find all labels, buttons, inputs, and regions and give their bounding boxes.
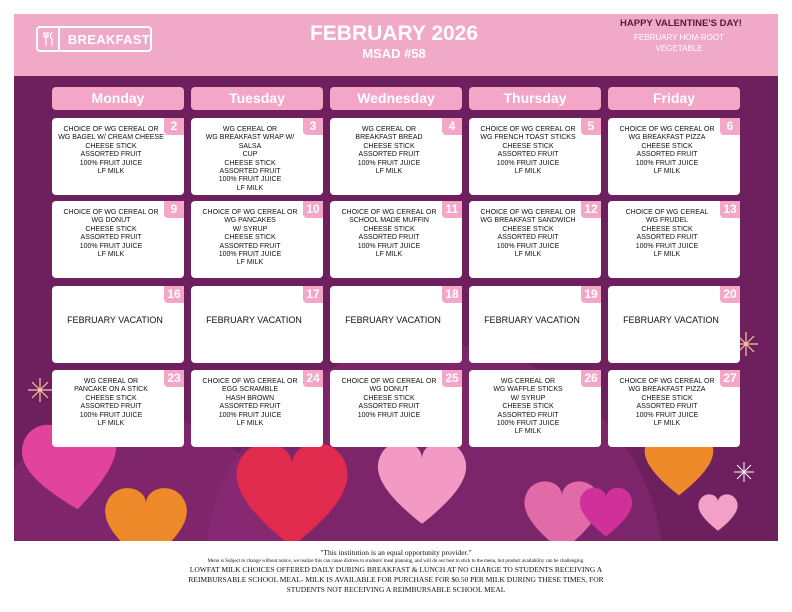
menu-item: ASSORTED FRUIT — [358, 403, 420, 411]
menu-item: LF MILK — [514, 168, 542, 176]
menu-item: 100% FRUIT JUICE — [357, 242, 421, 250]
menu-item: LF MILK — [97, 420, 125, 428]
menu-item: ASSORTED FRUIT — [636, 403, 698, 411]
menu-item: CHEESE STICK — [641, 225, 693, 233]
menu-item: ASSORTED FRUIT — [219, 403, 281, 411]
menu-change-notice: Menu is Subject to change without notice, we realize this can cause distress to students' meal planning, and will do our best to stick to the menu, but product availability can be challenging. — [207, 559, 585, 564]
day-cell-friday — [608, 370, 740, 447]
day-cell-tuesday — [191, 201, 323, 278]
menu-item: ASSORTED FRUIT — [497, 234, 559, 242]
date-number: 6 — [720, 118, 740, 135]
day-cell-monday — [52, 118, 184, 195]
day-header-monday: Monday — [52, 87, 184, 110]
menu-item: CHOICE OF WG CEREAL OR — [480, 209, 576, 216]
menu-item: CUP — [242, 151, 258, 159]
menu-item: CHOICE OF WG CEREAL OR — [202, 209, 298, 216]
page-title: FEBRUARY 2026 — [309, 22, 479, 45]
menu-items — [473, 126, 583, 176]
vacation-label: FEBRUARY VACATION — [484, 315, 580, 325]
menu-items — [56, 126, 166, 176]
menu-item: WG BAGEL W/ CREAM CHEESE — [58, 134, 164, 142]
menu-item: CHEESE STICK — [502, 142, 554, 150]
day-cell-wednesday — [330, 370, 462, 447]
menu-poster — [14, 14, 778, 541]
menu-items — [334, 126, 444, 176]
menu-item: ASSORTED FRUIT — [80, 234, 142, 242]
menu-item: 100% FRUIT JUICE — [357, 159, 421, 167]
vacation-label: FEBRUARY VACATION — [206, 315, 302, 325]
day-cell-friday — [608, 286, 740, 363]
menu-item: 100% FRUIT JUICE — [218, 411, 282, 419]
menu-item: LF MILK — [653, 168, 681, 176]
menu-item: CHEESE STICK — [363, 225, 415, 233]
date-number: 19 — [581, 286, 601, 303]
sparkle-icon — [734, 462, 754, 482]
menu-item: CHEESE STICK — [224, 234, 276, 242]
menu-item: HASH BROWN — [225, 394, 275, 402]
day-cell-monday — [52, 370, 184, 447]
menu-item: CHEESE STICK — [85, 142, 137, 150]
menu-item: 100% FRUIT JUICE — [79, 159, 143, 167]
heart-pink-icon — [698, 494, 737, 530]
menu-item: CHOICE OF WG CEREAL OR — [341, 378, 437, 385]
sparkle-icon — [28, 378, 52, 402]
day-cell-monday — [52, 201, 184, 278]
footer — [0, 548, 792, 595]
date-number: 23 — [164, 370, 184, 387]
menu-item: LF MILK — [653, 420, 681, 428]
menu-item: CHEESE STICK — [641, 394, 693, 402]
day-header-thursday: Thursday — [469, 87, 601, 110]
menu-item: WG BREAKFAST SANDWICH — [480, 217, 576, 225]
menu-item: ASSORTED FRUIT — [80, 403, 142, 411]
menu-item: SCHOOL MADE MUFFIN — [349, 217, 429, 225]
menu-items — [612, 209, 722, 259]
menu-items — [195, 378, 305, 428]
date-number: 5 — [581, 118, 601, 135]
date-number: 24 — [303, 370, 323, 387]
menu-item: LF MILK — [97, 168, 125, 176]
menu-item: ASSORTED FRUIT — [219, 168, 281, 176]
menu-items — [195, 209, 305, 268]
date-number: 10 — [303, 201, 323, 218]
menu-item: CHEESE STICK — [85, 225, 137, 233]
menu-item: CHEESE STICK — [363, 142, 415, 150]
vacation-label: FEBRUARY VACATION — [345, 315, 441, 325]
menu-item: CHEESE STICK — [85, 394, 137, 402]
menu-item: ASSORTED FRUIT — [358, 151, 420, 159]
date-number: 9 — [164, 201, 184, 218]
menu-item: WG PANCAKES — [224, 217, 276, 225]
milk-policy-line: STUDENTS NOT RECEIVING A REIMBURSABLE SCHOOL MEAL — [286, 585, 506, 594]
menu-item: LF MILK — [375, 251, 403, 259]
header-banner — [14, 14, 778, 76]
menu-item: 100% FRUIT JUICE — [357, 411, 421, 419]
vacation-label: FEBRUARY VACATION — [67, 315, 163, 325]
menu-item: 100% FRUIT JUICE — [218, 251, 282, 259]
date-number: 25 — [442, 370, 462, 387]
menu-item: WG CEREAL OR — [222, 126, 278, 133]
menu-item: 100% FRUIT JUICE — [635, 242, 699, 250]
day-cell-friday — [608, 118, 740, 195]
logo-label: BREAKFAST — [67, 31, 150, 47]
valentine-greeting: HAPPY VALENTINE'S DAY! — [620, 18, 742, 29]
day-cell-wednesday — [330, 118, 462, 195]
date-number: 16 — [164, 286, 184, 303]
menu-item: CHOICE OF WG CEREAL OR — [619, 126, 715, 133]
milk-policy-line: LOWFAT MILK CHOICES OFFERED DAILY DURING BREAKFAST & LUNCH AT NO CHARGE TO STUDENTS RECEIVING A — [189, 565, 603, 574]
menu-item: ASSORTED FRUIT — [219, 242, 281, 250]
menu-item: WG BREAKFAST WRAP W/ SALSA — [205, 134, 295, 150]
menu-item: W/ SYRUP — [232, 225, 268, 233]
date-number: 27 — [720, 370, 740, 387]
menu-item: WG CEREAL OR — [500, 378, 556, 385]
menu-item: CHEESE STICK — [502, 225, 554, 233]
day-cell-friday — [608, 201, 740, 278]
menu-item: LF MILK — [514, 251, 542, 259]
harvest-of-month-note: FEBRUARY HOM-ROOT VEGETABLE — [634, 33, 724, 53]
menu-items — [56, 209, 166, 259]
milk-policy-line: REIMBURSABLE SCHOOL MEAL- MILK IS AVAILABLE FOR PURCHASE FOR $0.50 PER MILK DURING THESE TIMES, FOR — [188, 575, 604, 584]
day-cell-tuesday — [191, 118, 323, 195]
date-number: 2 — [164, 118, 184, 135]
menu-item: LF MILK — [97, 251, 125, 259]
date-number: 4 — [442, 118, 462, 135]
day-cell-wednesday — [330, 286, 462, 363]
menu-item: CHOICE OF WG CEREAL OR — [480, 126, 576, 133]
menu-item: WG BREAKFAST PIZZA — [628, 134, 706, 142]
menu-items — [612, 126, 722, 176]
menu-items — [56, 378, 166, 428]
date-number: 12 — [581, 201, 601, 218]
menu-item: 100% FRUIT JUICE — [635, 159, 699, 167]
menu-item: 100% FRUIT JUICE — [496, 159, 560, 167]
day-header-friday: Friday — [608, 87, 740, 110]
menu-item: ASSORTED FRUIT — [358, 234, 420, 242]
menu-item: W/ SYRUP — [510, 394, 546, 402]
date-number: 18 — [442, 286, 462, 303]
menu-item: LF MILK — [236, 184, 264, 192]
menu-item: WG BREAKFAST PIZZA — [628, 386, 706, 394]
menu-item: 100% FRUIT JUICE — [496, 420, 560, 428]
day-cell-thursday — [469, 370, 601, 447]
menu-items — [473, 378, 583, 437]
menu-item: WG DONUT — [91, 217, 131, 225]
menu-item: CHEESE STICK — [641, 142, 693, 150]
menu-item: CHEESE STICK — [363, 394, 415, 402]
day-cell-tuesday — [191, 286, 323, 363]
day-header-wednesday: Wednesday — [330, 87, 462, 110]
day-cell-thursday — [469, 118, 601, 195]
menu-item: CHOICE OF WG CEREAL OR — [63, 209, 159, 216]
day-cell-thursday — [469, 286, 601, 363]
menu-item: WG DONUT — [369, 386, 409, 394]
menu-item: LF MILK — [236, 420, 264, 428]
menu-item: ASSORTED FRUIT — [497, 411, 559, 419]
menu-items — [195, 126, 305, 193]
date-number: 17 — [303, 286, 323, 303]
day-cell-wednesday — [330, 201, 462, 278]
date-number: 3 — [303, 118, 323, 135]
equal-opportunity-statement: "This institution is an equal opportunity provider." — [320, 548, 472, 557]
menu-items — [334, 378, 444, 420]
menu-item: 100% FRUIT JUICE — [635, 411, 699, 419]
menu-item: 100% FRUIT JUICE — [496, 242, 560, 250]
menu-item: CHOICE OF WG CEREAL — [625, 209, 709, 216]
menu-item: WG WAFFLE STICKS — [493, 386, 563, 394]
page-subtitle: MSAD #58 — [362, 46, 426, 61]
day-cell-monday — [52, 286, 184, 363]
day-cell-thursday — [469, 201, 601, 278]
menu-item: CHOICE OF WG CEREAL OR — [63, 126, 159, 133]
vacation-label: FEBRUARY VACATION — [623, 315, 719, 325]
menu-items — [334, 209, 444, 259]
menu-item: CHOICE OF WG CEREAL OR — [619, 378, 715, 385]
menu-items — [473, 209, 583, 259]
menu-item: 100% FRUIT JUICE — [79, 242, 143, 250]
day-cell-tuesday — [191, 370, 323, 447]
date-number: 13 — [720, 201, 740, 218]
menu-item: WG CEREAL OR — [361, 126, 417, 133]
menu-item: ASSORTED FRUIT — [80, 151, 142, 159]
menu-item: CHEESE STICK — [502, 403, 554, 411]
menu-item: EGG SCRAMBLE — [221, 386, 278, 394]
fork-knife-icon — [38, 28, 60, 50]
menu-item: LF MILK — [514, 428, 542, 436]
menu-item: WG FRENCH TOAST STICKS — [480, 134, 576, 142]
menu-item: 100% FRUIT JUICE — [218, 176, 282, 184]
menu-item: 100% FRUIT JUICE — [79, 411, 143, 419]
day-header-tuesday: Tuesday — [191, 87, 323, 110]
menu-items — [612, 378, 722, 428]
menu-item: CHOICE OF WG CEREAL OR — [341, 209, 437, 216]
date-number: 26 — [581, 370, 601, 387]
menu-item: BREAKFAST BREAD — [355, 134, 423, 142]
menu-item: CHOICE OF WG CEREAL OR — [202, 378, 298, 385]
menu-item: WG FRUDEL — [646, 217, 688, 225]
menu-item: LF MILK — [236, 259, 264, 267]
menu-item: ASSORTED FRUIT — [636, 151, 698, 159]
breakfast-logo — [36, 26, 152, 52]
menu-item: ASSORTED FRUIT — [636, 234, 698, 242]
menu-item: ASSORTED FRUIT — [497, 151, 559, 159]
menu-item: WG CEREAL OR — [83, 378, 139, 385]
date-number: 20 — [720, 286, 740, 303]
menu-item: LF MILK — [375, 168, 403, 176]
menu-item: LF MILK — [653, 251, 681, 259]
menu-item: CHEESE STICK — [224, 159, 276, 167]
date-number: 11 — [442, 201, 462, 218]
menu-item: PANCAKE ON A STICK — [74, 386, 148, 394]
